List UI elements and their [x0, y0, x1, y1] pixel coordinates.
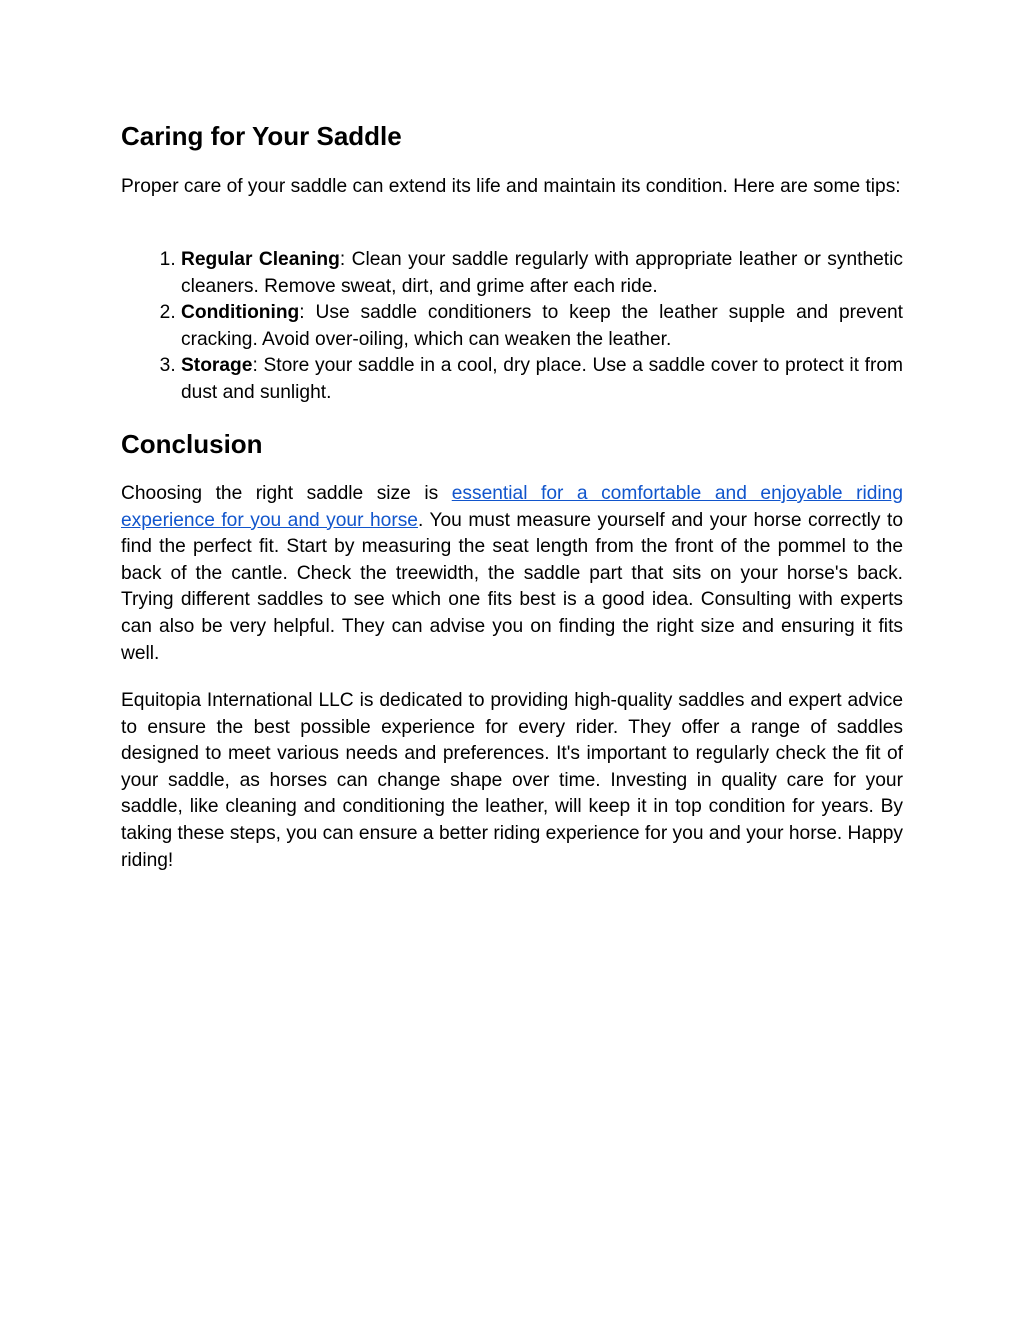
tip-regular-cleaning [181, 247, 903, 300]
tip-text: : Store your saddle in a cool, dry place. Use a saddle cover to protect it from dust and sunlight. [181, 355, 903, 403]
tip-text: : Clean your saddle regularly with appropriate leather or synthetic cleaners. Remove sweat, dirt, and grime after each ride. [181, 249, 903, 297]
saddle-size-link[interactable]: essential for a comfortable and enjoyable riding experience for you and your horse [121, 483, 903, 531]
tip-conditioning [181, 300, 903, 353]
para1-text-before-link: Choosing the right saddle size is [121, 483, 452, 504]
tip-title: Storage [181, 355, 253, 377]
care-tips-list [121, 247, 903, 407]
conclusion-paragraph-1 [121, 481, 903, 667]
heading-caring-for-your-saddle: Caring for Your Saddle [121, 121, 402, 151]
caring-intro-paragraph: Proper care of your saddle can extend its life and maintain its condition. Here are some tips: [121, 176, 901, 197]
heading-conclusion: Conclusion [121, 429, 263, 459]
tip-text: : Use saddle conditioners to keep the leather supple and prevent cracking. Avoid over-oiling, which can weaken the leather. [181, 302, 903, 350]
tip-title: Conditioning [181, 302, 300, 324]
para1-text-after-link: . You must measure yourself and your horse correctly to find the perfect fit. Start by measuring the seat length from the front of the pommel to the back of the cantle. Check the treewidth, the saddle part that sits on your horse's back. Trying different saddles to see which one fits best is a good idea. Consulting with experts can also be very helpful. They can advise you on finding the right size and ensuring it fits well. [121, 509, 904, 664]
tip-title: Regular Cleaning [181, 249, 340, 270]
tip-storage [181, 353, 903, 406]
conclusion-paragraph-2: Equitopia International LLC is dedicated to providing high-quality saddles and expert advice to ensure the best possible experience for every rider. They offer a range of saddles designed to meet various needs and preferences. It's important to regularly check the fit of your saddle, as horses can change shape over time. Investing in quality care for your saddle, like cleaning and conditioning the leather, will keep it in top condition for years. By taking these steps, you can ensure a better riding experience for you and your horse. Happy riding! [121, 690, 903, 871]
